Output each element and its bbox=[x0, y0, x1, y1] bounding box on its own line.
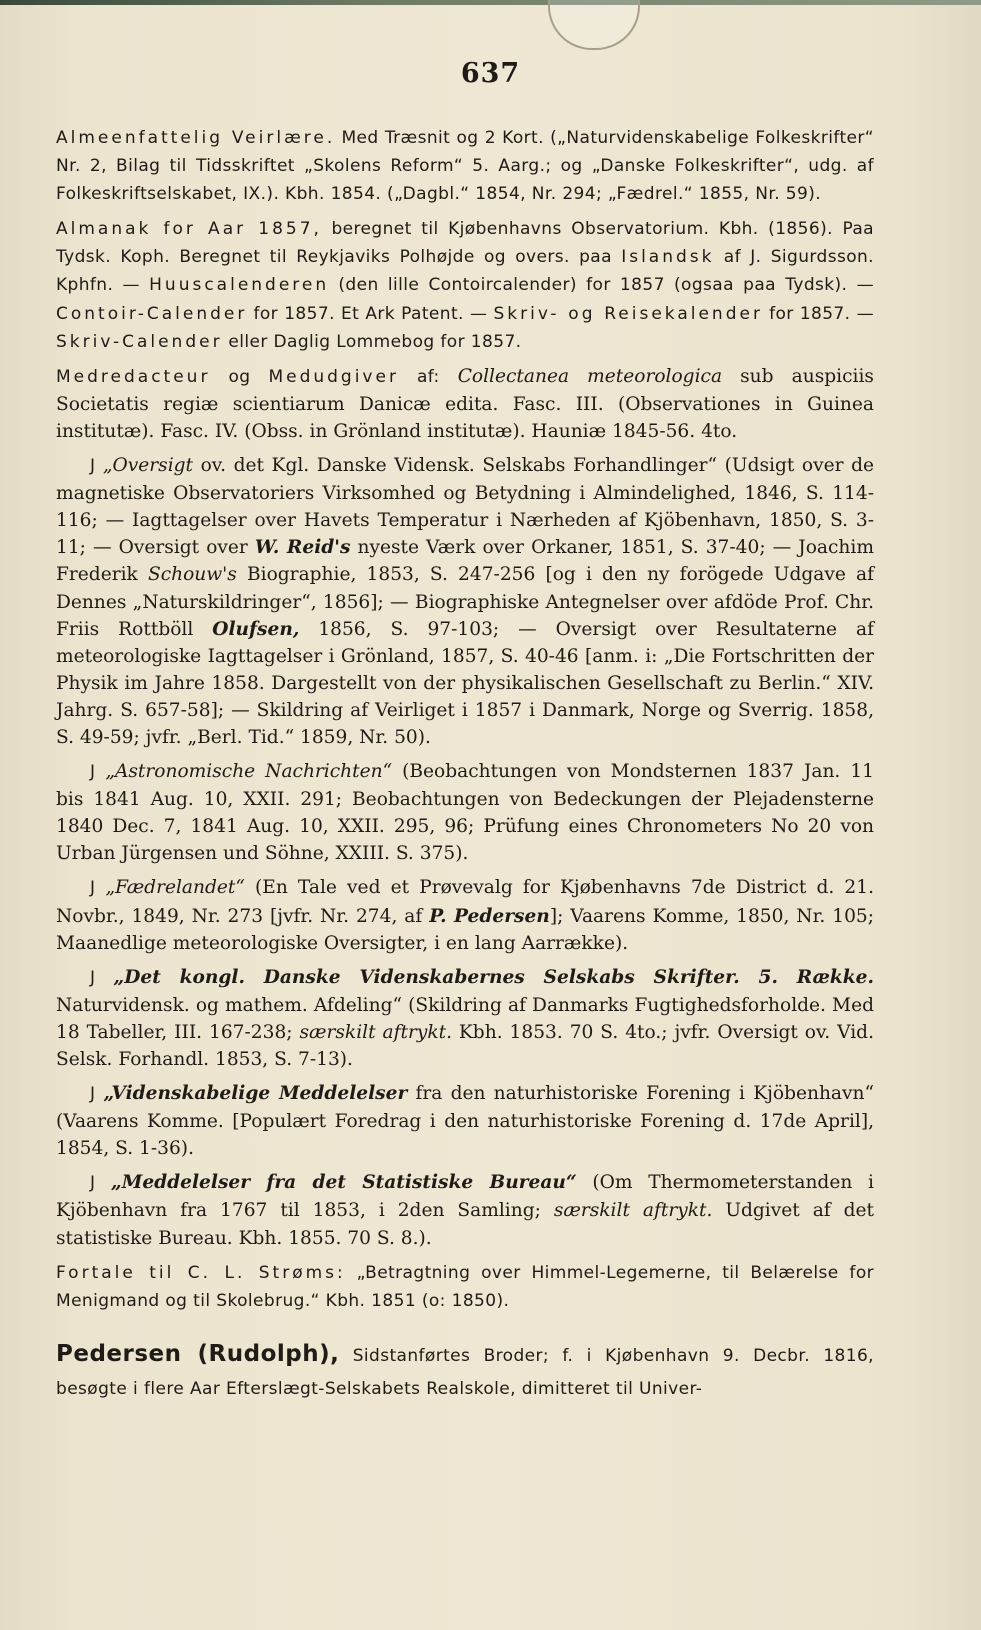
page-top-edge bbox=[0, 0, 981, 5]
text-run: Naturvidensk. og mathem. Afdeling“ (Skildring af Danmarks Fugtighedsforholde. Med 18 Tabeller, III. 167-238; bbox=[56, 994, 874, 1043]
text-run: (Beobachtungen von Mondsternen 1837 Jan. 11 bis 1841 Aug. 10, XXII. 291; Beobachtungen von Bedeckungen der Plejadensterne 1840 Dec. 7, 1841 Aug. 10, XXII. 295, 96; Prüfung eines Chronometers No 20 von Urban Jürgensen und Söhne, XXIII. S. 375). bbox=[56, 761, 875, 865]
text-run: Huuscalenderen bbox=[149, 275, 330, 296]
text-run: nyeste Værk over Orkaner, 1851, S. 37-40; — Joachim Frederik bbox=[56, 537, 874, 586]
paragraph-p2 bbox=[56, 215, 874, 355]
entry-name: Pedersen (Rudolph), bbox=[56, 1340, 340, 1367]
text-run: Contoir-Calender bbox=[56, 303, 248, 324]
text-run: Olufsen, bbox=[212, 618, 300, 640]
text-run: særskilt aftrykt. bbox=[299, 1021, 452, 1043]
text-run: Med Træsnit og 2 Kort. („Naturvidenskabelige Folkeskrifter“ Nr. 2, Bilag til Tidsskriftet „Skolens Reform“ 5. Aarg.; og „Danske Folkeskrifter“, udg. af Folkeskriftselskabet, IX.). Kbh. 1854. („Dagbl.“ 1854, Nr. 294; „Fædrel.“ 1855, Nr. 59). bbox=[56, 128, 874, 205]
text-run: Udgivet af det statistiske Bureau. Kbh. 1855. 70 S. 8.). bbox=[56, 1200, 874, 1249]
text-run: Skriv- og Reisekalender bbox=[493, 303, 763, 324]
text-run: J bbox=[90, 878, 106, 899]
text-run: Almeenfattelig Veirlære. bbox=[56, 128, 336, 148]
text-run: (den lille Contoircalender) for 1857 (ogsaa paa Tydsk). — bbox=[329, 275, 874, 296]
text-run: „Astronomische Nachrichten“ bbox=[105, 761, 393, 783]
text-run: „Meddelelser fra det Statistiske Bureau“ bbox=[111, 1172, 577, 1194]
text-run: Islandsk bbox=[621, 247, 715, 268]
text-run: Schouw's bbox=[147, 564, 237, 586]
text-run: P. Pedersen bbox=[429, 905, 550, 927]
text-run: J bbox=[90, 1084, 104, 1105]
text-run: J bbox=[90, 967, 114, 988]
text-run: eller Daglig Lommebog for 1857. bbox=[222, 331, 522, 352]
text-run: ov. det Kgl. Danske Vidensk. Selskabs Forhandlinger“ (Udsigt over de magnetiske Observatoriers Virksomhed og Betydning i Almindelighed, 1846, S. 114-116; — Iagttagelser over Havets Temperatur i Nærheden af Kjöbenhavn, 1850, S. 3-11; — Oversigt over bbox=[56, 455, 874, 559]
entry-text: Sidstanførtes Broder; f. i Kjøbenhavn 9. Decbr. 1816, besøgte i flere Aar Efterslægt-Selskabets Realskole, dimitteret til Univer- bbox=[56, 1345, 874, 1399]
text-run: „Fædrelandet“ bbox=[105, 877, 245, 899]
text-run: ]; Vaarens Komme, 1850, Nr. 105; Maanedlige meteorologiske Oversigter, i en lang Aarrække). bbox=[56, 905, 874, 954]
text-run: af: bbox=[398, 366, 458, 387]
paragraph-p8 bbox=[56, 1080, 874, 1162]
text-run: og bbox=[210, 366, 269, 387]
text-run: beregnet til Kjøbenhavns Observatorium. Kbh. (1856). Paa Tydsk. Koph. Beregnet til Reykjaviks Polhøjde og overs. paa bbox=[56, 219, 874, 268]
paragraph-p7 bbox=[56, 964, 874, 1073]
text-run: „Videnskabelige Meddelelser bbox=[103, 1083, 408, 1105]
text-run: Medredacteur bbox=[56, 366, 211, 387]
text-run: Medudgiver bbox=[268, 366, 399, 387]
text-run: J bbox=[90, 762, 106, 783]
text-run: for 1857. Et Ark Patent. — bbox=[247, 303, 494, 324]
bibliography-paragraphs bbox=[56, 124, 874, 1315]
text-run: særskilt aftrykt. bbox=[553, 1200, 713, 1222]
text-run: W. Reid's bbox=[254, 537, 351, 559]
page-body bbox=[56, 124, 874, 1405]
text-run: Biographie, 1853, S. 247-256 [og i den ny forögede Udgave af Dennes „Naturskildringer“, 1856]; — Biographiske Antegnelser over afdöde Prof. Chr. Friis Rottböll bbox=[56, 564, 874, 640]
text-run: for 1857. — bbox=[762, 303, 874, 324]
text-run: fra den naturhistoriske Forening i Kjöbenhavn“ (Vaarens Komme. [Populært Foredrag i den naturhistoriske Forening d. 17de April], 1854, S. 1-36). bbox=[56, 1083, 875, 1160]
binding-clip-mark bbox=[548, 0, 640, 50]
paragraph-p10 bbox=[56, 1259, 874, 1315]
text-run: (En Tale ved et Prøvevalg for Kjøbenhavns 7de District d. 21. Novbr., 1849, Nr. 273 [jvfr. Nr. 274, af bbox=[56, 877, 874, 927]
entry-heading bbox=[56, 1339, 874, 1405]
text-run: „Det kongl. Danske Videnskabernes Selskabs Skrifter. 5. Række. bbox=[113, 966, 874, 988]
text-run: sub auspiciis Societatis regiæ scientiarum Danicæ edita. Fasc. III. (Observationes in Guinea institutæ). Fasc. IV. (Obss. in Grönland institutæ). Hauniæ 1845-56. 4to. bbox=[56, 365, 874, 442]
text-run: Almanak for Aar 1857, bbox=[56, 219, 322, 240]
paragraph-p4 bbox=[56, 452, 874, 751]
text-run: Skriv-Calender bbox=[56, 331, 223, 352]
text-run: „Betragtning over Himmel-Legemerne, til Belærelse for Menigmand og til Skolebrug.“ Kbh. 1851 (o: 1850). bbox=[56, 1262, 875, 1311]
text-run: (Om Thermometerstanden i Kjöbenhavn fra 1767 til 1853, i 2den Samling; bbox=[56, 1172, 874, 1222]
paragraph-p6 bbox=[56, 874, 874, 956]
text-run: J bbox=[90, 1173, 112, 1194]
paragraph-p3 bbox=[56, 363, 874, 445]
paragraph-p9 bbox=[56, 1169, 874, 1251]
text-run: 1856, S. 97-103; — Oversigt over Resultaterne af meteorologiske Iagttagelser i Grönland, 1857, S. 40-46 [anm. i: „Die Fortschritten der Physik im Jahre 1858. Dargestellt von der physikalischen Gesellschaft zu Berlin.“ XIV. Jahrg. S. 657-58]; — Skildring af Veirliget i 1857 i Danmark, Norge og Sverrig. 1858, S. 49-59; jvfr. „Berl. Tid.“ 1859, Nr. 50). bbox=[56, 618, 874, 748]
text-run: Kbh. 1853. 70 S. 4to.; jvfr. Oversigt ov. Vid. Selsk. Forhandl. 1853, S. 7-13). bbox=[56, 1021, 874, 1070]
paragraph-p5 bbox=[56, 758, 874, 867]
text-run: „Oversigt bbox=[102, 455, 194, 477]
text-run: af J. Sigurdsson. Kphfn. — bbox=[56, 247, 874, 296]
text-run: Collectanea meteorologica bbox=[457, 365, 723, 387]
text-run: J bbox=[90, 456, 103, 477]
text-run: Fortale til C. L. Strøms: bbox=[56, 1262, 346, 1283]
paragraph-p1 bbox=[56, 124, 874, 208]
page-number: 637 bbox=[460, 58, 521, 89]
